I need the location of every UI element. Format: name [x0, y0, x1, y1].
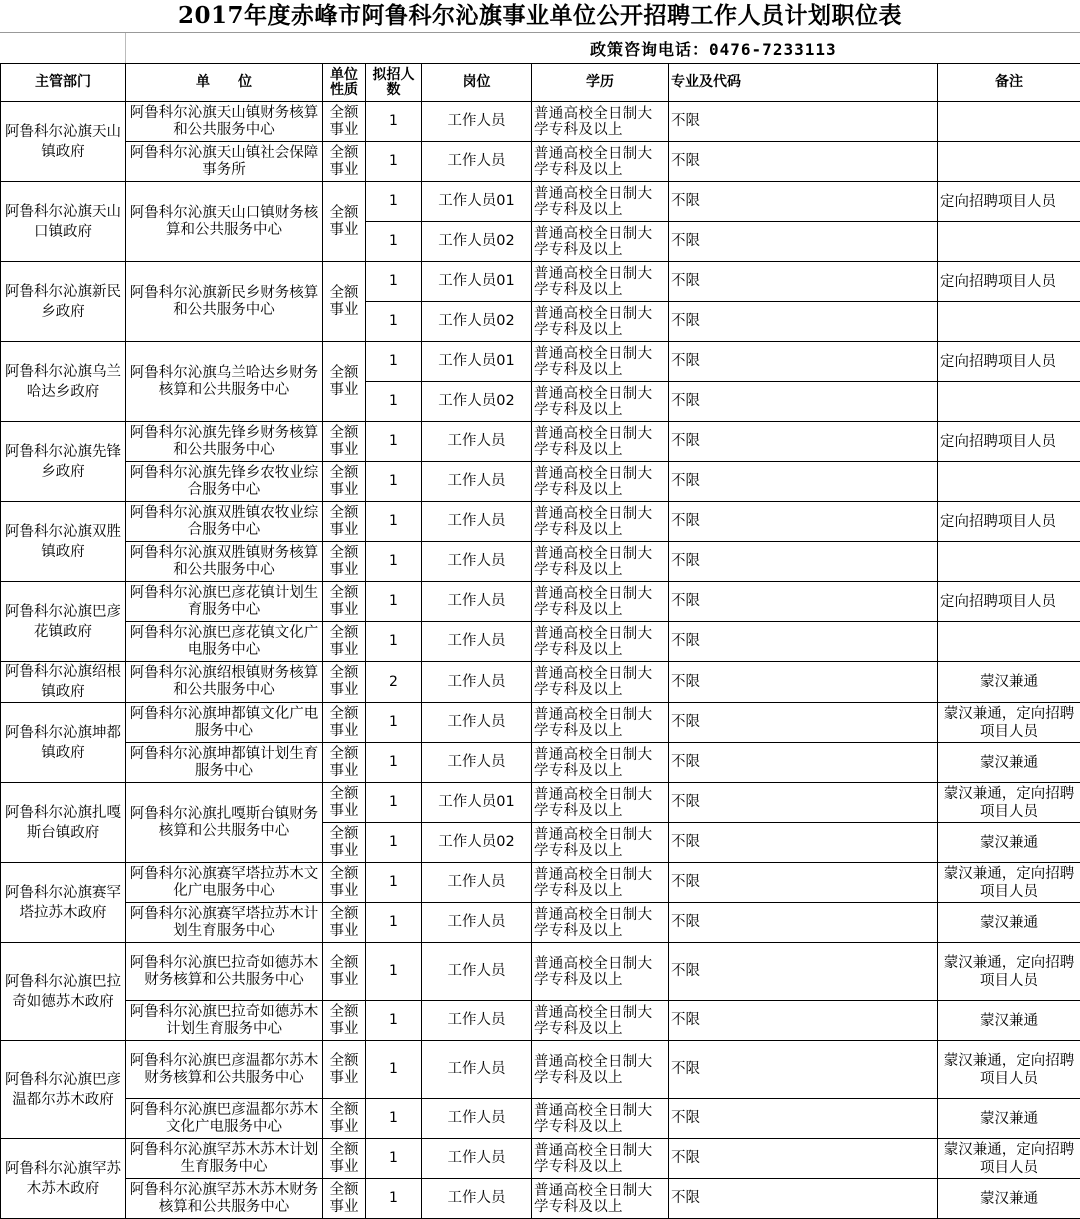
major-cell: 不限	[669, 1099, 938, 1139]
header-row	[1, 64, 1080, 102]
major-cell: 不限	[669, 863, 938, 903]
consult-label: 政策咨询电话：	[590, 40, 709, 59]
nature-cell: 全额事业	[323, 943, 366, 1001]
nature-cell: 全额事业	[323, 262, 366, 342]
remark-cell	[938, 142, 1080, 182]
count-cell: 1	[366, 703, 422, 743]
count-cell: 1	[366, 542, 422, 582]
unit-cell: 阿鲁科尔沁旗巴拉奇如德苏木财务核算和公共服务中心	[126, 943, 323, 1001]
remark-cell	[938, 542, 1080, 582]
major-cell: 不限	[669, 302, 938, 342]
nature-cell: 全额事业	[323, 1001, 366, 1041]
header-major: 专业及代码	[669, 64, 938, 102]
education-cell: 普通高校全日制大学专科及以上	[532, 703, 669, 743]
count-cell: 1	[366, 342, 422, 382]
nature-cell: 全额事业	[323, 142, 366, 182]
table-row	[1, 182, 1080, 222]
count-cell: 1	[366, 863, 422, 903]
dept-cell: 阿鲁科尔沁旗巴彦温都尔苏木政府	[1, 1041, 126, 1139]
header-count: 拟招人数	[366, 64, 422, 102]
count-cell: 1	[366, 1001, 422, 1041]
remark-cell: 蒙汉兼通，定向招聘项目人员	[938, 1139, 1080, 1179]
count-cell: 1	[366, 302, 422, 342]
remark-cell: 定向招聘项目人员	[938, 262, 1080, 302]
position-cell: 工作人员	[422, 462, 532, 502]
position-cell: 工作人员01	[422, 342, 532, 382]
nature-cell: 全额事业	[323, 823, 366, 863]
nature-cell: 全额事业	[323, 622, 366, 662]
major-cell: 不限	[669, 222, 938, 262]
position-cell: 工作人员	[422, 743, 532, 783]
education-cell: 普通高校全日制大学专科及以上	[532, 1041, 669, 1099]
dept-cell: 阿鲁科尔沁旗乌兰哈达乡政府	[1, 342, 126, 422]
dept-cell: 阿鲁科尔沁旗扎嘎斯台镇政府	[1, 783, 126, 863]
unit-cell: 阿鲁科尔沁旗罕苏木苏木计划生育服务中心	[126, 1139, 323, 1179]
position-cell: 工作人员	[422, 102, 532, 142]
unit-cell: 阿鲁科尔沁旗赛罕塔拉苏木计划生育服务中心	[126, 903, 323, 943]
position-cell: 工作人员	[422, 903, 532, 943]
unit-cell: 阿鲁科尔沁旗乌兰哈达乡财务核算和公共服务中心	[126, 342, 323, 422]
unit-cell: 阿鲁科尔沁旗巴彦花镇计划生育服务中心	[126, 582, 323, 622]
remark-cell: 蒙汉兼通	[938, 1099, 1080, 1139]
position-cell: 工作人员01	[422, 262, 532, 302]
unit-cell: 阿鲁科尔沁旗坤都镇文化广电服务中心	[126, 703, 323, 743]
education-cell: 普通高校全日制大学专科及以上	[532, 1001, 669, 1041]
position-cell: 工作人员	[422, 502, 532, 542]
count-cell: 1	[366, 582, 422, 622]
count-cell: 1	[366, 823, 422, 863]
table-row	[1, 783, 1080, 823]
dept-cell: 阿鲁科尔沁旗巴彦花镇政府	[1, 582, 126, 662]
count-cell: 1	[366, 462, 422, 502]
position-cell: 工作人员02	[422, 302, 532, 342]
nature-cell: 全额事业	[323, 863, 366, 903]
education-cell: 普通高校全日制大学专科及以上	[532, 342, 669, 382]
remark-cell: 蒙汉兼通	[938, 1179, 1080, 1219]
recruitment-table	[0, 63, 1080, 1219]
position-cell: 工作人员01	[422, 182, 532, 222]
dept-cell: 阿鲁科尔沁旗双胜镇政府	[1, 502, 126, 582]
unit-cell: 阿鲁科尔沁旗绍根镇财务核算和公共服务中心	[126, 662, 323, 703]
dept-cell: 阿鲁科尔沁旗坤都镇政府	[1, 703, 126, 783]
education-cell: 普通高校全日制大学专科及以上	[532, 743, 669, 783]
position-cell: 工作人员	[422, 943, 532, 1001]
major-cell: 不限	[669, 542, 938, 582]
education-cell: 普通高校全日制大学专科及以上	[532, 502, 669, 542]
count-cell: 1	[366, 142, 422, 182]
major-cell: 不限	[669, 102, 938, 142]
count-cell: 1	[366, 622, 422, 662]
table-row	[1, 903, 1080, 943]
position-cell: 工作人员	[422, 703, 532, 743]
major-cell: 不限	[669, 582, 938, 622]
count-cell: 1	[366, 903, 422, 943]
remark-cell: 蒙汉兼通，定向招聘项目人员	[938, 783, 1080, 823]
education-cell: 普通高校全日制大学专科及以上	[532, 943, 669, 1001]
nature-cell: 全额事业	[323, 783, 366, 823]
position-cell: 工作人员02	[422, 823, 532, 863]
nature-cell: 全额事业	[323, 422, 366, 462]
nature-cell: 全额事业	[323, 1179, 366, 1219]
nature-cell: 全额事业	[323, 743, 366, 783]
remark-cell: 蒙汉兼通	[938, 823, 1080, 863]
position-cell: 工作人员	[422, 422, 532, 462]
count-cell: 2	[366, 662, 422, 703]
position-cell: 工作人员02	[422, 382, 532, 422]
unit-cell: 阿鲁科尔沁旗巴彦花镇文化广电服务中心	[126, 622, 323, 662]
major-cell: 不限	[669, 182, 938, 222]
remark-cell	[938, 622, 1080, 662]
dept-cell: 阿鲁科尔沁旗天山口镇政府	[1, 182, 126, 262]
count-cell: 1	[366, 502, 422, 542]
education-cell: 普通高校全日制大学专科及以上	[532, 142, 669, 182]
major-cell: 不限	[669, 1001, 938, 1041]
table-row	[1, 1179, 1080, 1219]
count-cell: 1	[366, 262, 422, 302]
position-cell: 工作人员	[422, 662, 532, 703]
education-cell: 普通高校全日制大学专科及以上	[532, 222, 669, 262]
nature-cell: 全额事业	[323, 462, 366, 502]
major-cell: 不限	[669, 462, 938, 502]
remark-cell: 定向招聘项目人员	[938, 502, 1080, 542]
unit-cell: 阿鲁科尔沁旗巴彦温都尔苏木文化广电服务中心	[126, 1099, 323, 1139]
major-cell: 不限	[669, 342, 938, 382]
table-row	[1, 743, 1080, 783]
education-cell: 普通高校全日制大学专科及以上	[532, 302, 669, 342]
count-cell: 1	[366, 1041, 422, 1099]
table-row	[1, 502, 1080, 542]
remark-cell: 蒙汉兼通	[938, 662, 1080, 703]
position-cell: 工作人员	[422, 1139, 532, 1179]
consult-info	[590, 37, 837, 60]
education-cell: 普通高校全日制大学专科及以上	[532, 823, 669, 863]
major-cell: 不限	[669, 743, 938, 783]
dept-cell: 阿鲁科尔沁旗绍根镇政府	[1, 662, 126, 703]
remark-cell	[938, 102, 1080, 142]
position-cell: 工作人员	[422, 863, 532, 903]
major-cell: 不限	[669, 662, 938, 703]
education-cell: 普通高校全日制大学专科及以上	[532, 382, 669, 422]
remark-cell	[938, 302, 1080, 342]
position-cell: 工作人员02	[422, 222, 532, 262]
dept-cell: 阿鲁科尔沁旗罕苏木苏木政府	[1, 1139, 126, 1219]
count-cell: 1	[366, 182, 422, 222]
education-cell: 普通高校全日制大学专科及以上	[532, 422, 669, 462]
remark-cell: 定向招聘项目人员	[938, 342, 1080, 382]
table-row	[1, 1041, 1080, 1099]
table-row	[1, 1001, 1080, 1041]
table-row	[1, 622, 1080, 662]
remark-cell: 蒙汉兼通	[938, 743, 1080, 783]
unit-cell: 阿鲁科尔沁旗天山口镇财务核算和公共服务中心	[126, 182, 323, 262]
nature-cell: 全额事业	[323, 1139, 366, 1179]
count-cell: 1	[366, 1179, 422, 1219]
remark-cell: 定向招聘项目人员	[938, 182, 1080, 222]
remark-cell	[938, 462, 1080, 502]
count-cell: 1	[366, 743, 422, 783]
major-cell: 不限	[669, 622, 938, 662]
count-cell: 1	[366, 222, 422, 262]
remark-cell: 蒙汉兼通，定向招聘项目人员	[938, 1041, 1080, 1099]
unit-cell: 阿鲁科尔沁旗赛罕塔拉苏木文化广电服务中心	[126, 863, 323, 903]
nature-cell: 全额事业	[323, 903, 366, 943]
table-row	[1, 582, 1080, 622]
unit-cell: 阿鲁科尔沁旗双胜镇农牧业综合服务中心	[126, 502, 323, 542]
nature-cell: 全额事业	[323, 102, 366, 142]
dept-cell: 阿鲁科尔沁旗先锋乡政府	[1, 422, 126, 502]
unit-cell: 阿鲁科尔沁旗天山镇社会保障事务所	[126, 142, 323, 182]
table-row	[1, 142, 1080, 182]
remark-cell: 蒙汉兼通	[938, 903, 1080, 943]
major-cell: 不限	[669, 142, 938, 182]
education-cell: 普通高校全日制大学专科及以上	[532, 1139, 669, 1179]
remark-cell: 蒙汉兼通	[938, 1001, 1080, 1041]
unit-cell: 阿鲁科尔沁旗巴拉奇如德苏木计划生育服务中心	[126, 1001, 323, 1041]
count-cell: 1	[366, 783, 422, 823]
table-row	[1, 342, 1080, 382]
major-cell: 不限	[669, 943, 938, 1001]
major-cell: 不限	[669, 382, 938, 422]
nature-cell: 全额事业	[323, 502, 366, 542]
major-cell: 不限	[669, 262, 938, 302]
position-cell: 工作人员	[422, 622, 532, 662]
dept-cell: 阿鲁科尔沁旗新民乡政府	[1, 262, 126, 342]
position-cell: 工作人员	[422, 1001, 532, 1041]
position-cell: 工作人员01	[422, 783, 532, 823]
education-cell: 普通高校全日制大学专科及以上	[532, 582, 669, 622]
count-cell: 1	[366, 1139, 422, 1179]
education-cell: 普通高校全日制大学专科及以上	[532, 863, 669, 903]
education-cell: 普通高校全日制大学专科及以上	[532, 662, 669, 703]
major-cell: 不限	[669, 1041, 938, 1099]
header-unit: 单 位	[126, 64, 323, 102]
count-cell: 1	[366, 943, 422, 1001]
remark-cell: 蒙汉兼通，定向招聘项目人员	[938, 703, 1080, 743]
table-row	[1, 422, 1080, 462]
unit-cell: 阿鲁科尔沁旗罕苏木苏木财务核算和公共服务中心	[126, 1179, 323, 1219]
major-cell: 不限	[669, 502, 938, 542]
major-cell: 不限	[669, 703, 938, 743]
dept-cell: 阿鲁科尔沁旗天山镇政府	[1, 102, 126, 182]
unit-cell: 阿鲁科尔沁旗先锋乡财务核算和公共服务中心	[126, 422, 323, 462]
table-row	[1, 462, 1080, 502]
table-row	[1, 703, 1080, 743]
education-cell: 普通高校全日制大学专科及以上	[532, 783, 669, 823]
table-row	[1, 102, 1080, 142]
education-cell: 普通高校全日制大学专科及以上	[532, 1179, 669, 1219]
education-cell: 普通高校全日制大学专科及以上	[532, 262, 669, 302]
consult-phone: 0476-7233113	[709, 40, 837, 59]
nature-cell: 全额事业	[323, 342, 366, 422]
major-cell: 不限	[669, 783, 938, 823]
nature-cell: 全额事业	[323, 182, 366, 262]
header-position: 岗位	[422, 64, 532, 102]
education-cell: 普通高校全日制大学专科及以上	[532, 542, 669, 582]
education-cell: 普通高校全日制大学专科及以上	[532, 622, 669, 662]
table-row	[1, 863, 1080, 903]
remark-cell: 蒙汉兼通，定向招聘项目人员	[938, 863, 1080, 903]
remark-cell: 定向招聘项目人员	[938, 582, 1080, 622]
page-title: 2017年度赤峰市阿鲁科尔沁旗事业单位公开招聘工作人员计划职位表	[0, 0, 1080, 32]
unit-cell: 阿鲁科尔沁旗坤都镇计划生育服务中心	[126, 743, 323, 783]
unit-cell: 阿鲁科尔沁旗扎嘎斯台镇财务核算和公共服务中心	[126, 783, 323, 863]
unit-cell: 阿鲁科尔沁旗巴彦温都尔苏木财务核算和公共服务中心	[126, 1041, 323, 1099]
header-remark: 备注	[938, 64, 1080, 102]
header-nature: 单位性质	[323, 64, 366, 102]
unit-cell: 阿鲁科尔沁旗天山镇财务核算和公共服务中心	[126, 102, 323, 142]
nature-cell: 全额事业	[323, 542, 366, 582]
nature-cell: 全额事业	[323, 662, 366, 703]
nature-cell: 全额事业	[323, 1099, 366, 1139]
count-cell: 1	[366, 102, 422, 142]
remark-cell	[938, 382, 1080, 422]
major-cell: 不限	[669, 1179, 938, 1219]
position-cell: 工作人员	[422, 582, 532, 622]
education-cell: 普通高校全日制大学专科及以上	[532, 102, 669, 142]
dept-cell: 阿鲁科尔沁旗赛罕塔拉苏木政府	[1, 863, 126, 943]
remark-cell: 蒙汉兼通，定向招聘项目人员	[938, 943, 1080, 1001]
position-cell: 工作人员	[422, 1099, 532, 1139]
remark-cell	[938, 222, 1080, 262]
education-cell: 普通高校全日制大学专科及以上	[532, 182, 669, 222]
position-cell: 工作人员	[422, 1041, 532, 1099]
nature-cell: 全额事业	[323, 582, 366, 622]
dept-cell: 阿鲁科尔沁旗巴拉奇如德苏木政府	[1, 943, 126, 1041]
education-cell: 普通高校全日制大学专科及以上	[532, 903, 669, 943]
major-cell: 不限	[669, 903, 938, 943]
unit-cell: 阿鲁科尔沁旗新民乡财务核算和公共服务中心	[126, 262, 323, 342]
header-education: 学历	[532, 64, 669, 102]
count-cell: 1	[366, 1099, 422, 1139]
position-cell: 工作人员	[422, 142, 532, 182]
position-cell: 工作人员	[422, 1179, 532, 1219]
table-row	[1, 662, 1080, 703]
table-row	[1, 542, 1080, 582]
education-cell: 普通高校全日制大学专科及以上	[532, 1099, 669, 1139]
table-row	[1, 943, 1080, 1001]
nature-cell: 全额事业	[323, 703, 366, 743]
major-cell: 不限	[669, 422, 938, 462]
consult-line	[0, 32, 1080, 63]
unit-cell: 阿鲁科尔沁旗先锋乡农牧业综合服务中心	[126, 462, 323, 502]
count-cell: 1	[366, 382, 422, 422]
remark-cell: 定向招聘项目人员	[938, 422, 1080, 462]
table-row	[1, 1139, 1080, 1179]
major-cell: 不限	[669, 1139, 938, 1179]
header-dept: 主管部门	[1, 64, 126, 102]
count-cell: 1	[366, 422, 422, 462]
nature-cell: 全额事业	[323, 1041, 366, 1099]
table-row	[1, 262, 1080, 302]
unit-cell: 阿鲁科尔沁旗双胜镇财务核算和公共服务中心	[126, 542, 323, 582]
table-row	[1, 1099, 1080, 1139]
major-cell: 不限	[669, 823, 938, 863]
position-cell: 工作人员	[422, 542, 532, 582]
education-cell: 普通高校全日制大学专科及以上	[532, 462, 669, 502]
